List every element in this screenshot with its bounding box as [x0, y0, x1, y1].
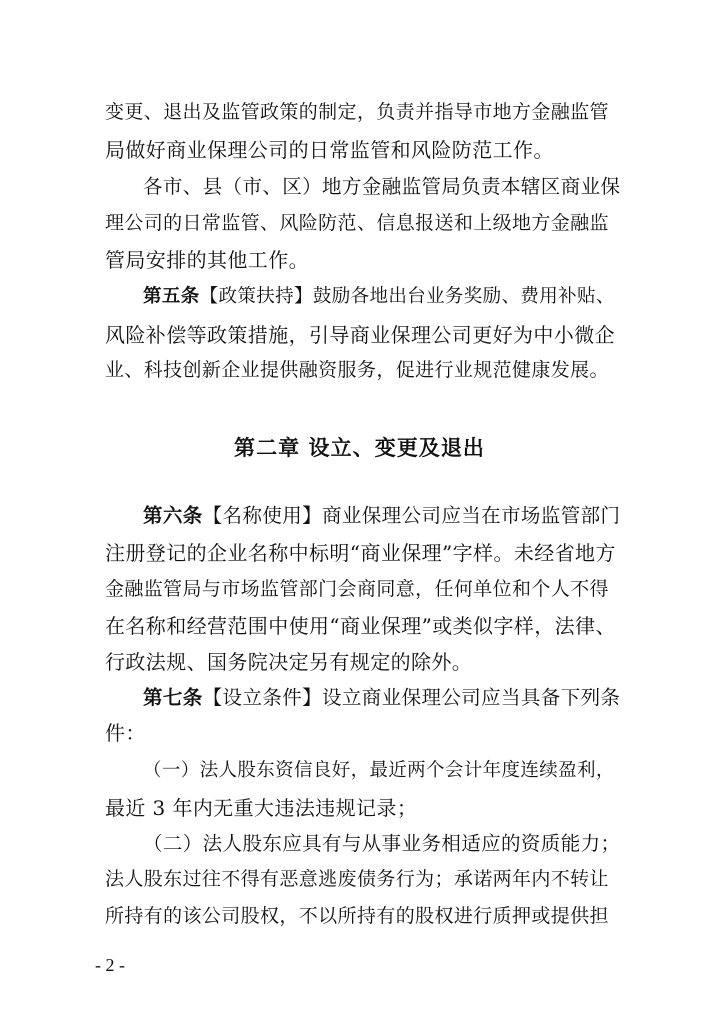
paragraph-line: 理公司的日常监管、风险防范、信息报送和上级地方金融监: [105, 212, 609, 234]
paragraph-line: 在名称和经营范围中使用“商业保理”或类似字样，法律、: [105, 614, 616, 638]
article-7-title: 第七条: [143, 686, 203, 709]
article-6-first-line: [143, 506, 620, 526]
paragraph-line: 风险补偿等政策措施，引导商业保理公司更好为中小微企: [105, 323, 615, 347]
paragraph-line: 各市、县（市、区）地方金融监管局负责本辖区商业保: [143, 175, 621, 198]
list-item-line: （一）法人股东资信良好，最近两个会计年度连续盈利，: [143, 760, 615, 781]
chapter-heading: 第二章 设立、变更及退出: [234, 436, 485, 460]
paragraph-line: 局做好商业保理公司的日常监管和风险防范工作。: [105, 138, 554, 162]
article-6-text: 【名称使用】商业保理公司应当在市场监管部门: [202, 504, 621, 527]
article-7-text: 【设立条件】设立商业保理公司应当具备下列条: [202, 686, 621, 709]
article-5-title: 第五条: [143, 286, 200, 307]
paragraph-line: 注册登记的企业名称中标明“商业保理”字样。未经省地方: [105, 541, 616, 565]
paragraph-line: 行政法规、国务院决定另有规定的除外。: [105, 650, 473, 674]
article-7-first-line: [143, 688, 620, 708]
list-item-line: 所持有的该公司股权，不以所持有的股权进行质押或提供担: [105, 905, 609, 927]
paragraph-line: 金融监管局与市场监管部门会商同意，任何单位和个人不得: [105, 578, 609, 600]
list-item-line: 最近 3 年内无重大违法违规记录；: [105, 796, 418, 820]
paragraph-line: 业、科技创新企业提供融资服务，促进行业规范健康发展。: [105, 359, 609, 381]
paragraph-line: 变更、退出及监管政策的制定，负责并指导市地方金融监管: [105, 101, 609, 123]
article-5-first-line: [143, 288, 620, 307]
list-item-line: （二）法人股东应具有与从事业务相适应的资质能力；: [143, 832, 621, 855]
article-6-title: 第六条: [143, 504, 203, 527]
article-5-text: 【政策扶持】鼓励各地出台业务奖励、费用补贴、: [199, 286, 615, 307]
paragraph-line: 管局安排的其他工作。: [105, 248, 309, 272]
list-item-line: 法人股东过往不得有恶意逃废债务行为；承诺两年内不转让: [105, 868, 609, 890]
paragraph-line: 件：: [105, 721, 146, 745]
page-number: - 2 -: [95, 955, 125, 975]
